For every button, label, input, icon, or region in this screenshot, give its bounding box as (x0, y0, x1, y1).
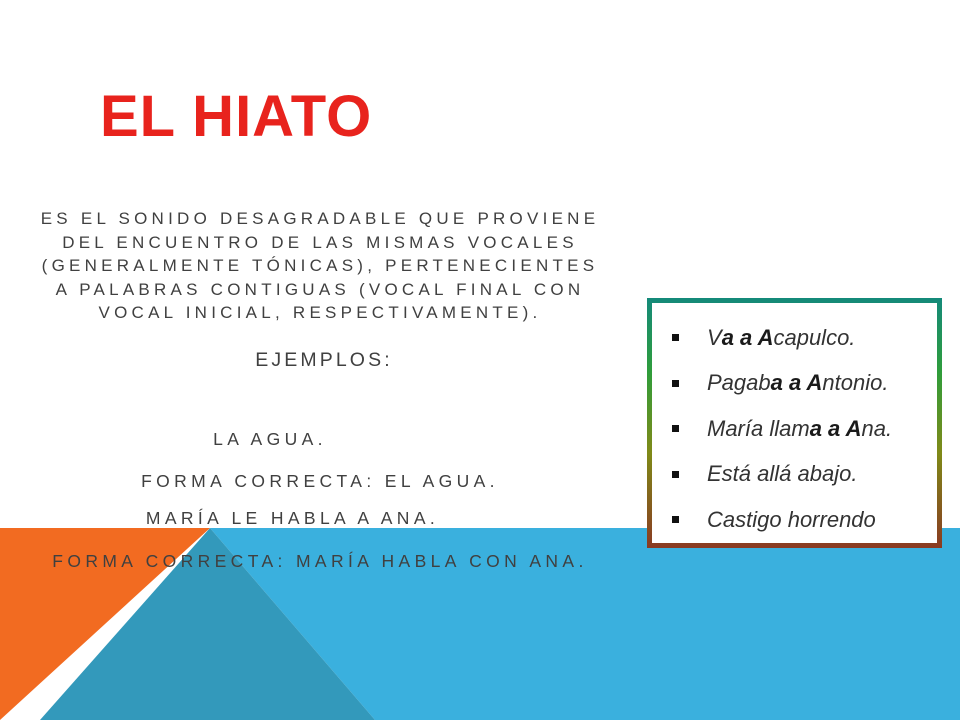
example-list-item-text (707, 416, 892, 442)
definition-line: DEL ENCUENTRO DE LAS MISMAS VOCALES (62, 232, 578, 252)
example-list-box (647, 298, 942, 548)
example-list-item (662, 406, 937, 452)
definition-line: (GENERALMENTE TÓNICAS), PERTENECIENTES (41, 256, 599, 275)
example-list (662, 315, 937, 543)
example-incorrect-1: LA AGUA. (213, 429, 327, 449)
example-list-item-text (707, 370, 888, 396)
square-bullet-icon (672, 516, 679, 523)
example-list-item (662, 497, 937, 543)
example-correct-2: FORMA CORRECTA: MARÍA HABLA CON ANA. (52, 551, 588, 571)
example-correct-1: FORMA CORRECTA: EL AGUA. (141, 471, 499, 491)
example-list-item-text (707, 507, 876, 533)
square-bullet-icon (672, 334, 679, 341)
examples-heading: EJEMPLOS: (255, 349, 393, 371)
definition-line: VOCAL INICIAL, RESPECTIVAMENTE). (98, 303, 542, 322)
square-bullet-icon (672, 380, 679, 387)
definition-line: ES EL SONIDO DESAGRADABLE QUE PROVIENE (40, 209, 600, 228)
item-text-segment: Pagab (707, 370, 771, 396)
example-list-item-text (707, 325, 855, 351)
example-list-item (662, 315, 937, 361)
item-text-segment: na. (861, 415, 893, 441)
item-text-segment: Castigo horrendo (707, 506, 876, 532)
square-bullet-icon (672, 425, 679, 432)
definition-line: A PALABRAS CONTIGUAS (VOCAL FINAL CON (55, 279, 585, 299)
item-text-segment: ntonio. (822, 370, 889, 396)
definition-text (0, 207, 640, 325)
hiatus-vowels: a a A (770, 370, 823, 396)
example-list-panel (652, 303, 937, 543)
example-list-item (662, 361, 937, 407)
item-text-segment: María llam (707, 415, 810, 441)
example-list-item-text (707, 461, 857, 487)
item-text-segment: Está allá abajo. (707, 461, 858, 487)
square-bullet-icon (672, 471, 679, 478)
hiatus-vowels: a a A (721, 324, 774, 350)
example-incorrect-2: MARÍA LE HABLA A ANA. (145, 508, 440, 528)
item-text-segment: V (707, 324, 722, 350)
hiatus-vowels: a a A (809, 415, 862, 441)
slide-title: EL HIATO (100, 84, 373, 149)
item-text-segment: capulco. (773, 324, 856, 350)
example-list-item (662, 452, 937, 498)
